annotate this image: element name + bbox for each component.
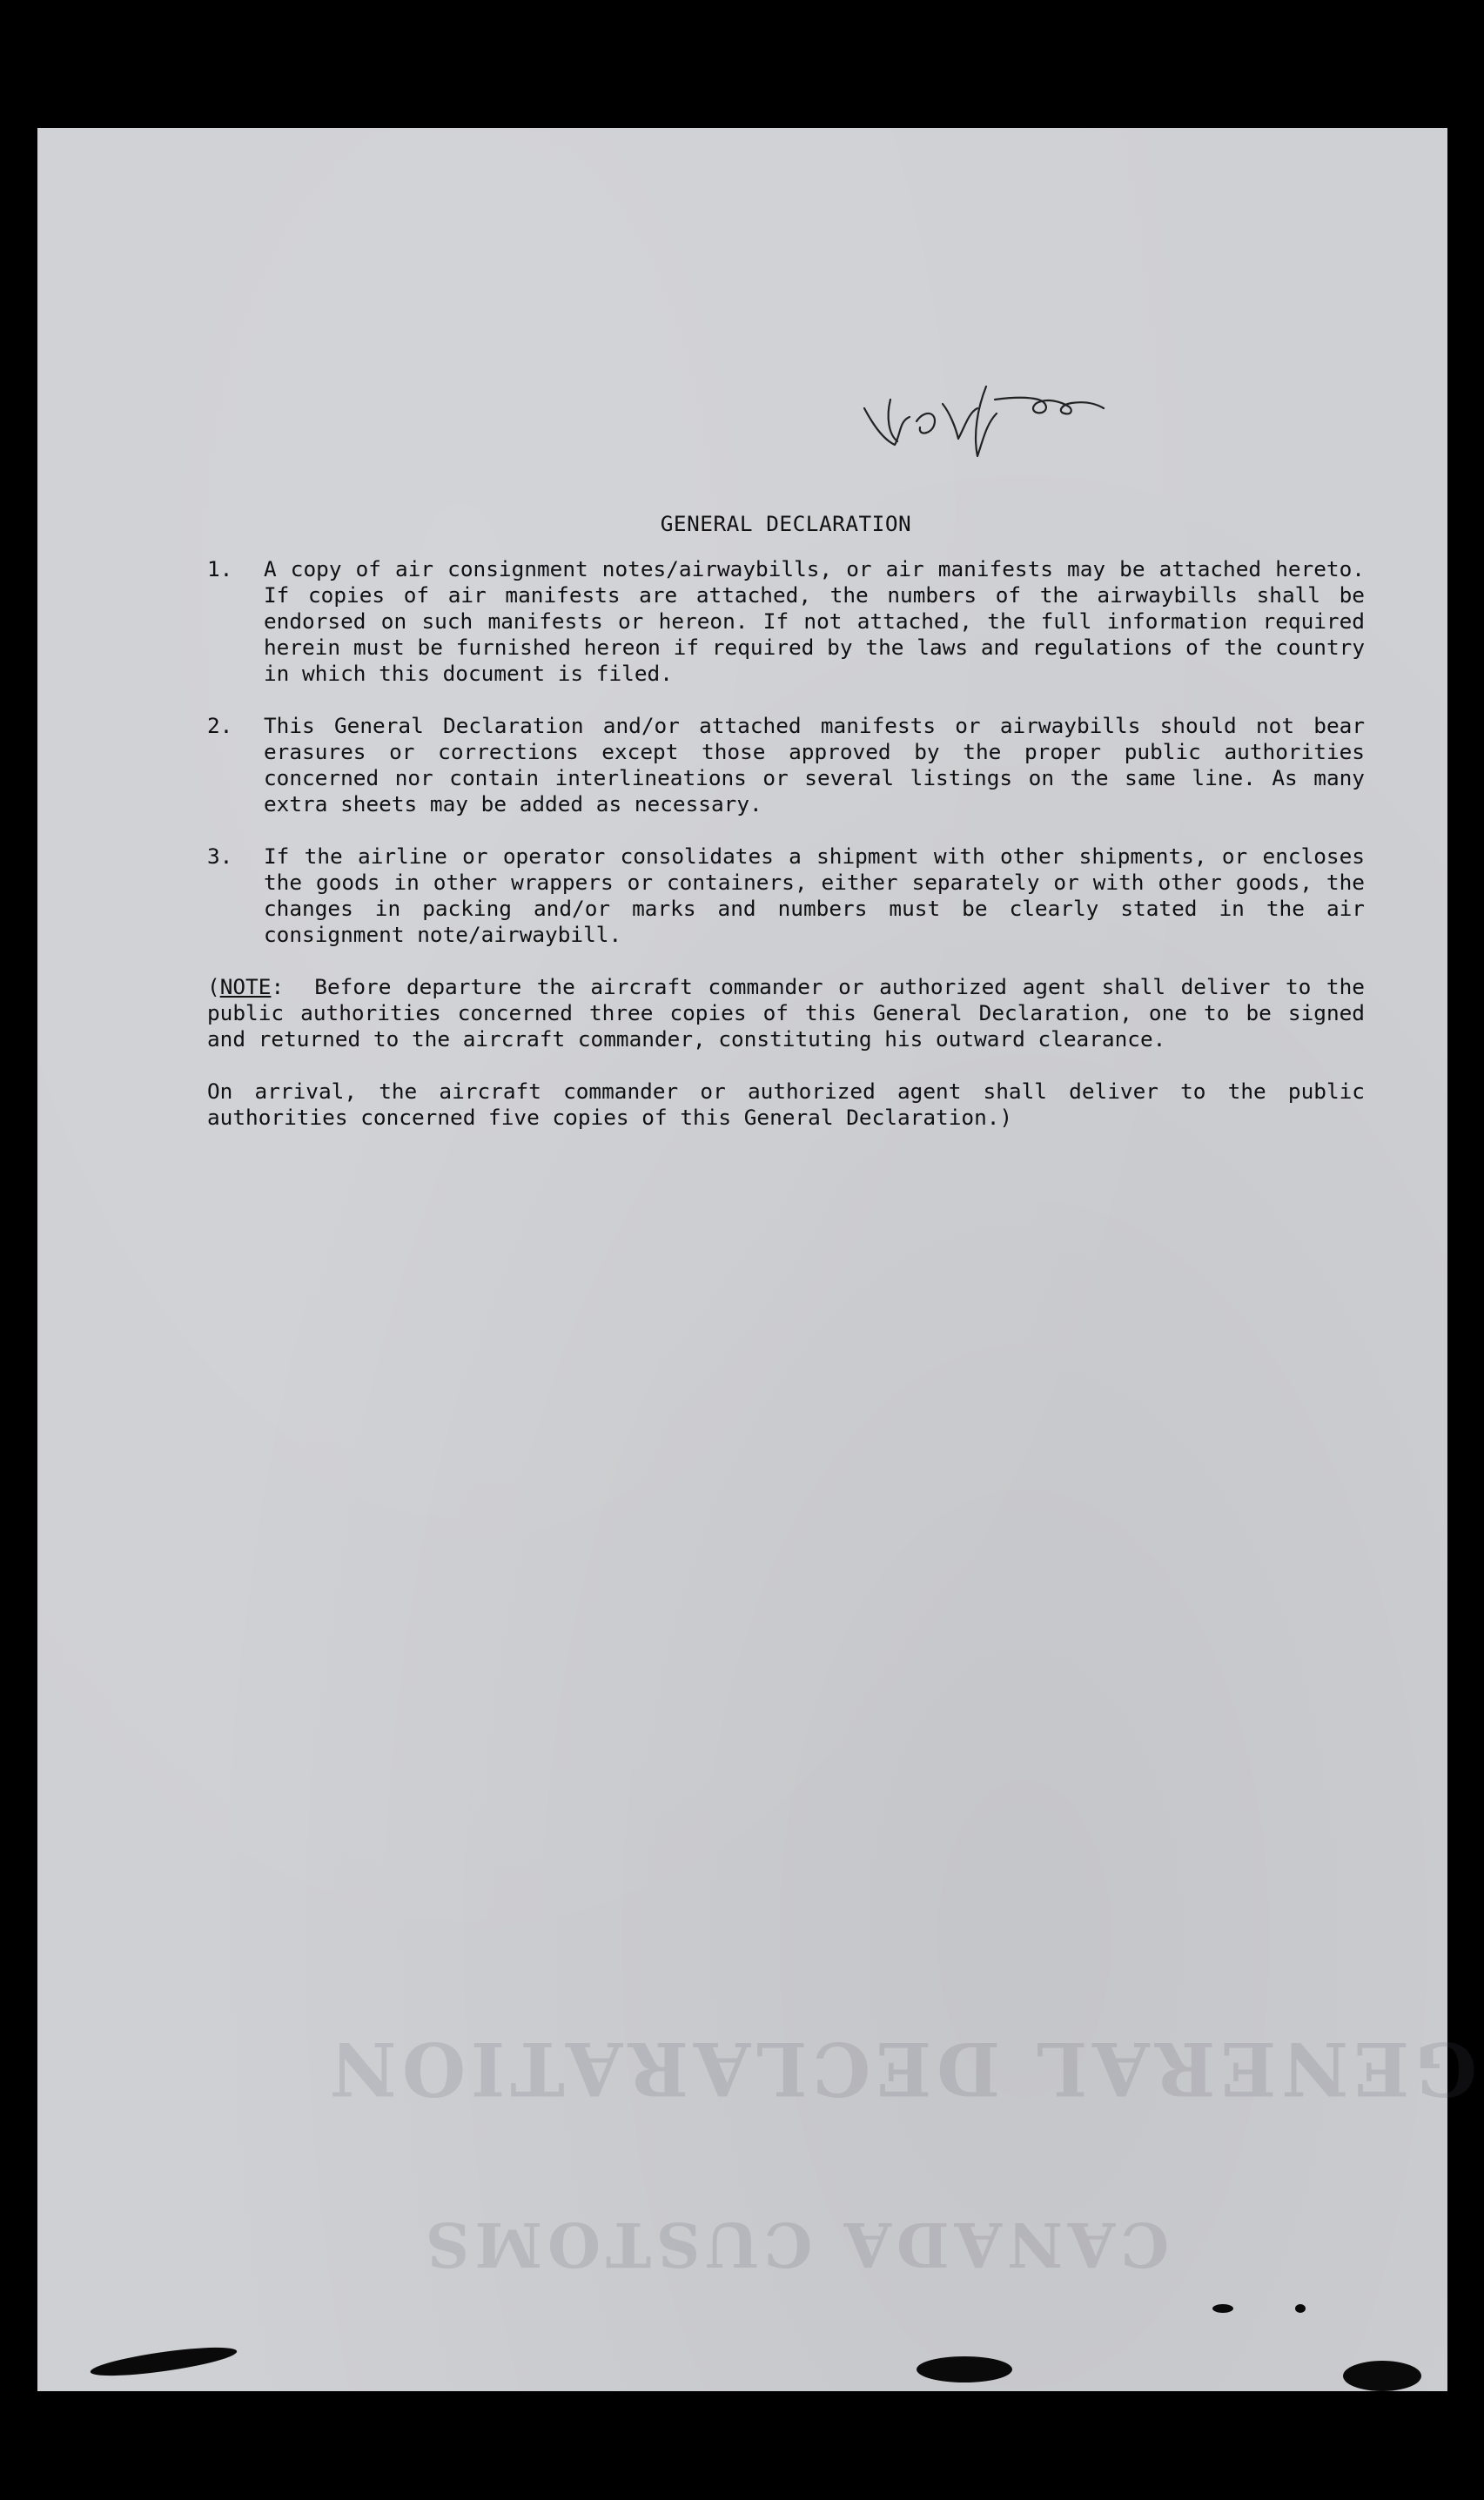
note-text-1: Before departure the aircraft commander or authorized agent shall deliver to the public authorities concerned three copies of this General Declaration, one to be signed and returned to the aircraft commander, constituting his outward clearance. xyxy=(207,974,1365,1052)
note-section xyxy=(207,974,1365,1131)
handwritten-signature xyxy=(856,373,1117,469)
note-label: NOTE xyxy=(219,974,272,999)
item-number: 2. xyxy=(207,713,233,738)
document-sheet xyxy=(37,128,1477,2391)
instruction-item-2 xyxy=(207,713,1365,817)
item-number: 1. xyxy=(207,556,233,581)
scan-damage-mark xyxy=(89,2342,238,2381)
note-paragraph-1: (NOTE: Before departure the aircraft commander or authorized agent shall deliver to the public authorities concerned three copies of this General Declaration, one to be signed and returned to the aircraft commander, constituting his outward clearance. xyxy=(207,974,1365,1052)
scan-damage-mark xyxy=(1343,2361,1421,2391)
page-title: GENERAL DECLARATION xyxy=(660,511,912,536)
bleed-through-heading: GENERAL DECLARATION xyxy=(325,2026,1477,2112)
instruction-item-1 xyxy=(207,556,1365,687)
item-text: This General Declaration and/or attached manifests or airwaybills should not bear erasures or corrections except those approved by the proper public authorities concerned nor contain interlineations or several listings on the same line. As many extra sheets may be added as necessary. xyxy=(264,713,1365,817)
bleed-through-stamp: CANADA CUSTOMS xyxy=(420,2208,1170,2281)
instruction-item-3 xyxy=(207,843,1365,948)
scan-damage-mark xyxy=(1295,2304,1306,2313)
item-number: 3. xyxy=(207,843,233,869)
item-text: If the airline or operator consolidates a shipment with other shipments, or encloses the goods in other wrappers or containers, either separately or with other goods, the changes in packing and/or marks and numbers must be clearly stated in the air consignment note/airwaybill. xyxy=(264,843,1365,947)
item-text: A copy of air consignment notes/airwaybills, or air manifests may be attached hereto. If copies of air manifests are attached, the numbers of the airwaybills shall be endorsed on such manifests or hereon. If not attached, the full information required herein must be furnished hereon if required by the laws and regulations of the country in which this document is filed. xyxy=(264,556,1365,686)
scan-damage-mark xyxy=(1212,2304,1233,2313)
declaration-text-block xyxy=(207,511,1365,1157)
note-paragraph-2: On arrival, the aircraft commander or authorized agent shall deliver to the public authorities concerned five copies of this General Declaration.) xyxy=(207,1079,1365,1130)
scan-damage-mark xyxy=(917,2356,1012,2382)
